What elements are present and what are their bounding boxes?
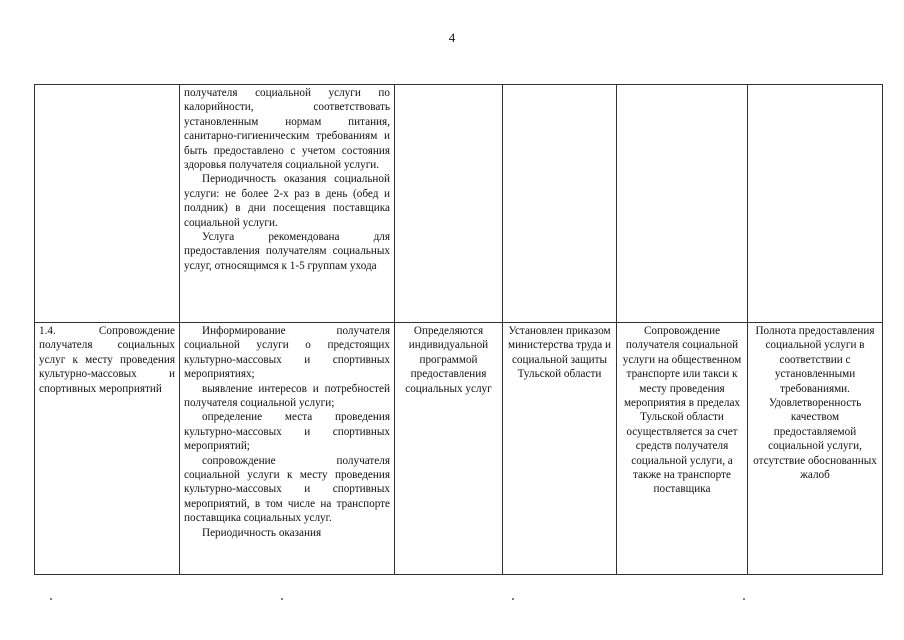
scan-dot bbox=[281, 598, 283, 600]
service-paragraph: выявление интересов и потребностей получателя социальной услуги; bbox=[184, 382, 390, 410]
service-name-cell: 1.4. Сопровождение получателя социальных услуг к месту проведения культурно-массовых и спортивных мероприятий bbox=[35, 323, 180, 575]
service-paragraph: определение места проведения культурно-массовых и спортивных мероприятий; bbox=[184, 411, 390, 453]
scan-dot bbox=[743, 598, 745, 600]
conditions-cell bbox=[617, 85, 748, 323]
service-paragraph: Периодичность оказания bbox=[202, 526, 322, 539]
service-paragraph: Периодичность оказания социальной услуги: не более 2-х раз в день (обед и полдник) в дни посещения поставщика социальной услуги. bbox=[184, 173, 390, 229]
quality-cell: Полнота предоставления социальной услуги в соответствии с установленными требованиями. Удовлетворенность качеством предоставляемой социальной услуги, отсутствие обоснованных жалоб bbox=[748, 323, 883, 575]
page-number: 4 bbox=[448, 30, 456, 45]
table-row bbox=[35, 323, 883, 575]
scan-dot bbox=[50, 598, 52, 600]
volume-cell bbox=[395, 85, 503, 323]
service-description-cell bbox=[180, 323, 395, 575]
service-paragraph: получателя социальной услуги по калорийности, соответствовать установленным нормам питания, санитарно-гигиеническим требованиям и быть предоставлено с учетом состояния здоровья получателя социальной услуги. bbox=[184, 87, 390, 172]
service-description-cell bbox=[180, 85, 395, 323]
norm-cell: Установлен приказом министерства труда и социальной защиты Тульской области bbox=[503, 323, 617, 575]
service-name-cell bbox=[35, 85, 180, 323]
scan-marks bbox=[0, 598, 904, 604]
scan-dot bbox=[512, 598, 514, 600]
services-table bbox=[34, 84, 883, 575]
quality-cell bbox=[748, 85, 883, 323]
volume-cell: Определяются индивидуальной программой предоставления социальных услуг bbox=[395, 323, 503, 575]
service-paragraph: Информирование получателя социальной услуги о предстоящих культурно-массовых и спортивных мероприятиях; bbox=[184, 325, 390, 381]
service-paragraph: Услуга рекомендована для предоставления получателям социальных услуг, относящимся к 1-5 группам ухода bbox=[184, 231, 390, 272]
norm-cell bbox=[503, 85, 617, 323]
table-row bbox=[35, 85, 883, 323]
conditions-cell: Сопровождение получателя социальной услуги на общественном транспорте или такси к месту проведения мероприятия в пределах Тульской области осуществляется за счет средств получателя социальной услуги, а также на транспорте поставщика bbox=[617, 323, 748, 575]
service-paragraph: сопровождение получателя социальной услуги к месту проведения культурно-массовых и спортивных мероприятий, в том числе на транспорте поставщика социальных услуг. bbox=[184, 454, 390, 525]
